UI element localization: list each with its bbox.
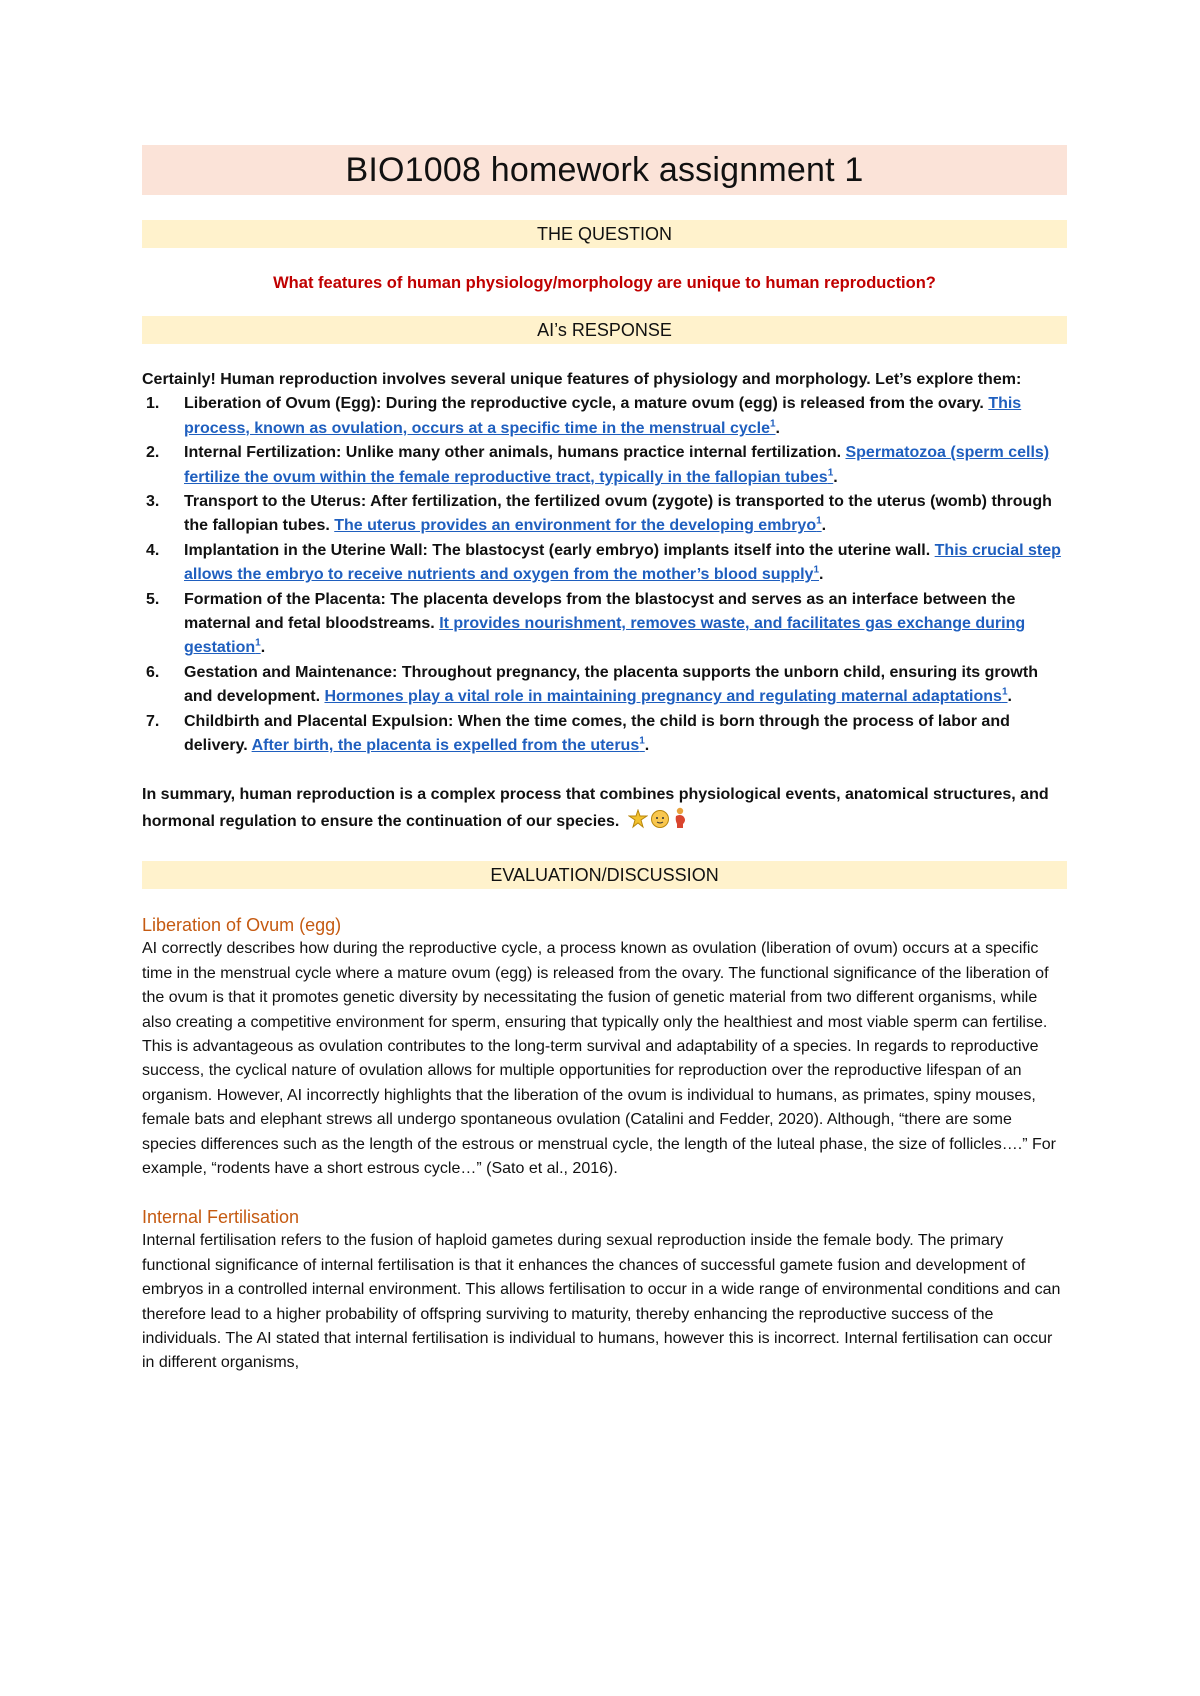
list-number: 6.: [146, 663, 160, 681]
response-intro: Certainly! Human reproduction involves several unique features of physiology and morphology. Let’s explore them:: [142, 371, 1022, 388]
list-number: 7.: [146, 712, 160, 730]
list-item: 4. Implantation in the Uterine Wall: The blastocyst (early embryo) implants itself into the uterine wall. This crucial step allows the embryo to receive nutrients and oxygen from the mother’s blood supply$^1$.: [142, 539, 1067, 588]
list-item: 5. Formation of the Placenta: The placenta develops from the blastocyst and serves as an interface between the maternal and fetal bloodstreams. It provides nourishment, removes waste, and facilitates gas exchange during gestation$^1$.: [142, 588, 1067, 661]
list-item: 3. Transport to the Uterus: After fertilization, the fertilized ovum (zygote) is transported to the uterus (womb) through the fallopian tubes. The uterus provides an environment for the developing embryo$^1$.: [142, 490, 1067, 539]
question-text: What features of human physiology/morphology are unique to human reproduction?: [273, 274, 936, 292]
list-item: 7. Childbirth and Placental Expulsion: When the time comes, the child is born through the process of labor and delivery. After birth, the placenta is expelled from the uterus$^1$.: [142, 710, 1067, 759]
list-number: 4.: [146, 541, 160, 559]
list-number: 5.: [146, 590, 160, 608]
citation-link[interactable]: This crucial step allows the embryo to receive nutrients and oxygen from the mother’s blood supply$^1$: [184, 541, 1061, 584]
response-header: AI’s RESPONSE: [142, 316, 1067, 344]
list-number: 2.: [146, 444, 160, 462]
item-text: Liberation of Ovum (Egg): During the reproductive cycle, a mature ovum (egg) is released from the ovary.: [184, 395, 989, 413]
item-text: Internal Fertilization: Unlike many other animals, humans practice internal fertilization.: [184, 444, 846, 462]
document-title: BIO1008 homework assignment 1: [142, 145, 1067, 195]
citation-link[interactable]: After birth, the placenta is expelled from the uterus$^1$: [251, 735, 645, 755]
response-summary: [142, 783, 1067, 838]
list-item: 1. Liberation of Ovum (Egg): During the reproductive cycle, a mature ovum (egg) is released from the ovary. This process, known as ovulation, occurs at a specific time in the menstrual cycle$^1$.: [142, 392, 1067, 441]
section-body: AI correctly describes how during the reproductive cycle, a process known as ovulation (liberation of ovum) occurs at a specific time in the menstrual cycle where a mature ovum (egg) is released from the ovary. The functional significance of the liberation of the ovum is that it promotes genetic diversity by necessitating the fusion of genetic material from two different organisms, while also creating a competitive environment for sperm, ensuring that typically only the healthiest and most viable sperm can fertilise. This is advantageous as ovulation contributes to the long-term survival and adaptability of a species. In regards to reproductive success, the cyclical nature of ovulation allows for multiple opportunities for reproduction over the reproductive lifespan of an organism. However, AI incorrectly highlights that the liberation of the ovum is individual to humans, as primates, spiny mouses, female bats and elephant strews all undergo spontaneous ovulation (Catalini and Fedder, 2020). Although, “there are some species differences such as the length of the estrous or menstrual cycle, the length of the luteal phase, the size of follicles….” For example, “rodents have a short estrous cycle…” (Sato et al., 2016).: [142, 940, 1056, 1177]
item-text: Implantation in the Uterine Wall: The blastocyst (early embryo) implants itself into the uterine wall.: [184, 541, 935, 559]
citation-link[interactable]: This process, known as ovulation, occurs at a specific time in the menstrual cycle$^1$: [184, 395, 1022, 437]
question-header: THE QUESTION: [142, 220, 1067, 248]
baby-face-emoji-icon: [650, 809, 670, 837]
list-number: 1.: [146, 395, 160, 413]
item-text: Childbirth and Placental Expulsion: When the time comes, the child is born through the process of labor and delivery.: [184, 712, 1010, 755]
citation-link[interactable]: It provides nourishment, removes waste, and facilitates gas exchange during gestation$^1$: [184, 615, 1026, 657]
section-heading: Internal Fertilisation: [142, 1207, 300, 1228]
citation-link[interactable]: Spermatozoa (sperm cells) fertilize the ovum within the female reproductive tract, typically in the fallopian tubes$^1$: [184, 444, 1050, 486]
item-text: Gestation and Maintenance: Throughout pregnancy, the placenta supports the unborn child, ensuring its growth and development.: [184, 663, 1038, 706]
evaluation-section: [142, 1205, 1067, 1375]
response-list: [142, 392, 1067, 758]
item-text: Transport to the Uterus: After fertilization, the fertilized ovum (zygote) is transported to the uterus (womb) through the fallopian tubes.: [184, 493, 1052, 535]
evaluation-header: EVALUATION/DISCUSSION: [142, 861, 1067, 889]
evaluation-section: [142, 913, 1067, 1181]
section-body: Internal fertilisation refers to the fusion of haploid gametes during sexual reproduction inside the female body. The primary functional significance of internal fertilisation is that it enhances the chances of successful gamete fusion and development of embryos in a controlled internal environment. This allows fertilisation to occur in a wide range of environmental conditions and can therefore lead to a higher probability of offspring surviving to maturity, thereby enhancing the reproductive success of the individuals. The AI stated that internal fertilisation is individual to humans, however this is incorrect. Internal fertilisation can occur in different organisms,: [142, 1232, 1061, 1372]
list-item: 6. Gestation and Maintenance: Throughout pregnancy, the placenta supports the unborn child, ensuring its growth and development. Hormones play a vital role in maintaining pregnancy and regulating maternal adaptations$^1$.: [142, 661, 1067, 710]
citation-link[interactable]: The uterus provides an environment for the developing embryo$^1$: [334, 516, 822, 535]
list-item: 2. Internal Fertilization: Unlike many other animals, humans practice internal fertilization. Spermatozoa (sperm cells) fertilize the ovum within the female reproductive tract, typically in the fallopian tubes$^1$.: [142, 441, 1067, 490]
list-number: 3.: [146, 493, 160, 511]
summary-text: In summary, human reproduction is a complex process that combines physiological events, anatomical structures, and hormonal regulation to ensure the continuation of our species.: [142, 785, 1049, 830]
sparkle-emoji-icon: [628, 809, 648, 837]
item-text: Formation of the Placenta: The placenta develops from the blastocyst and serves as an interface between the maternal and fetal bloodstreams.: [184, 590, 1016, 633]
section-heading: Liberation of Ovum (egg): [142, 915, 342, 936]
citation-link[interactable]: Hormones play a vital role in maintaining pregnancy and regulating maternal adaptations$^1$: [324, 686, 1008, 706]
document-page: [142, 145, 1067, 1376]
pregnant-person-emoji-icon: [672, 807, 688, 837]
